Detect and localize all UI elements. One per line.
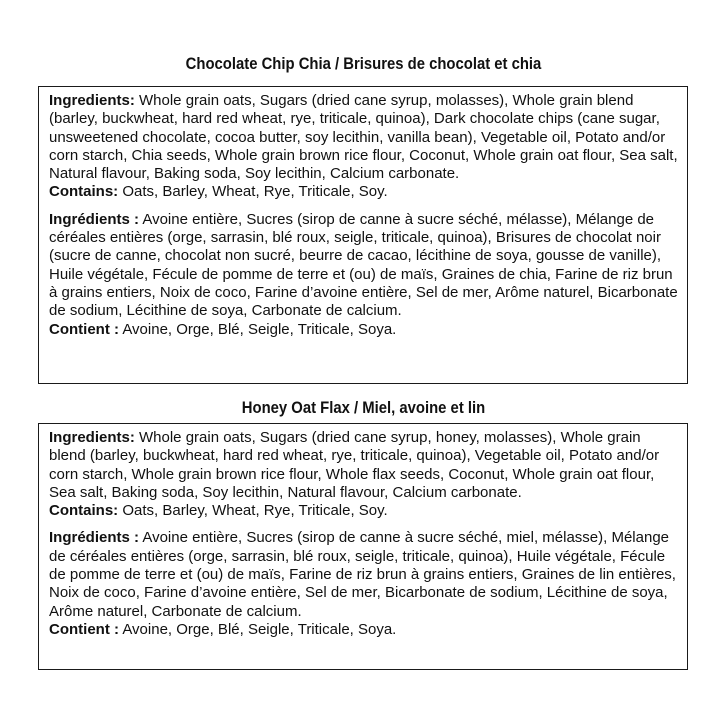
contains-en-label: Contains: <box>49 183 119 201</box>
contains-fr-text: Avoine, Orge, Blé, Seigle, Triticale, Soya. <box>118 320 397 338</box>
contains-fr-label: Contient : <box>49 320 119 338</box>
ingredients-en-label: Ingredients: <box>49 429 135 446</box>
contains-fr <box>49 321 679 339</box>
contains-fr-text: Avoine, Orge, Blé, Seigle, Triticale, Soya. <box>118 620 397 638</box>
contains-fr <box>49 621 679 639</box>
contains-en-text: Oats, Barley, Wheat, Rye, Triticale, Soy. <box>118 183 388 201</box>
ingredients-fr <box>49 529 679 620</box>
contains-fr-label: Contient : <box>49 620 119 638</box>
ingredients-fr-block <box>49 211 679 339</box>
ingredients-fr-text: Avoine entière, Sucres (sirop de canne à sucre séché, miel, mélasse), Mélange de céréales entières (orge, sarrasin, blé roux, seigle, triticale, quinoa), Huile végétale, Fécule de pomme de terre et (ou) de maïs, Farine de riz brun à grains entiers, Graines de lin entières, Noix de coco, Farine d’avoine entière, Sel de mer, Bicarbonate de sodium, Lécithine de soya, Arôme naturel, Carbonate de calcium. <box>49 529 676 620</box>
ingredients-fr <box>49 211 679 321</box>
ingredients-en-text: Whole grain oats, Sugars (dried cane syrup, honey, molasses), Whole grain blend (barley, buckwheat, hard red wheat, rye, triticale, quinoa), Vegetable oil, Potato and/or corn starch, Whole grain brown rice flour, Whole flax seeds, Coconut, Whole grain oat flour, Sea salt, Baking soda, Soy lecithin, Natural flavour, Calcium carbonate. <box>49 429 660 501</box>
ingredients-fr-block <box>49 529 679 639</box>
ingredients-en-label: Ingredients: <box>49 92 135 109</box>
ingredients-fr-label: Ingrédients : <box>49 210 140 228</box>
contains-en-label: Contains: <box>49 502 119 520</box>
ingredients-panel-chocolate-chip-chia <box>38 86 688 384</box>
ingredients-fr-label: Ingrédients : <box>49 529 140 547</box>
ingredients-fr-text: Avoine entière, Sucres (sirop de canne à sucre séché, mélasse), Mélange de céréales entières (orge, sarrasin, blé roux, seigle, triticale, quinoa), Brisures de chocolat noir (sucre de canne, chocolat non sucré, beurre de cacao, lécithine de soya, gousse de vanille), Huile végétale, Fécule de pomme de terre et (ou) de maïs, Graines de chia, Farine de riz brun à grains entiers, Noix de coco, Farine d’avoine entière, Sel de mer, Arôme naturel, Bicarbonate de sodium, Lécithine de soya, Carbonate de calcium. <box>49 210 678 320</box>
contains-en <box>49 502 679 520</box>
product-title-chocolate-chip-chia: Chocolate Chip Chia / Brisures de chocolat et chia <box>185 55 542 73</box>
contains-en <box>49 183 679 201</box>
ingredients-en <box>49 429 679 502</box>
contains-en-text: Oats, Barley, Wheat, Rye, Triticale, Soy. <box>118 502 388 520</box>
ingredients-en <box>49 92 679 183</box>
product-title-honey-oat-flax: Honey Oat Flax / Miel, avoine et lin <box>241 399 486 417</box>
ingredients-en-text: Whole grain oats, Sugars (dried cane syrup, molasses), Whole grain blend (barley, buckwheat, hard red wheat, rye, triticale, quinoa), Dark chocolate chips (cane sugar, unsweetened chocolate, cocoa butter, soy lecithin, vanilla bean), Vegetable oil, Potato and/or corn starch, Chia seeds, Whole grain brown rice flour, Coconut, Whole grain oat flour, Sea salt, Natural flavour, Baking soda, Soy lecithin, Calcium carbonate. <box>49 92 678 183</box>
ingredients-panel-honey-oat-flax <box>38 423 688 670</box>
